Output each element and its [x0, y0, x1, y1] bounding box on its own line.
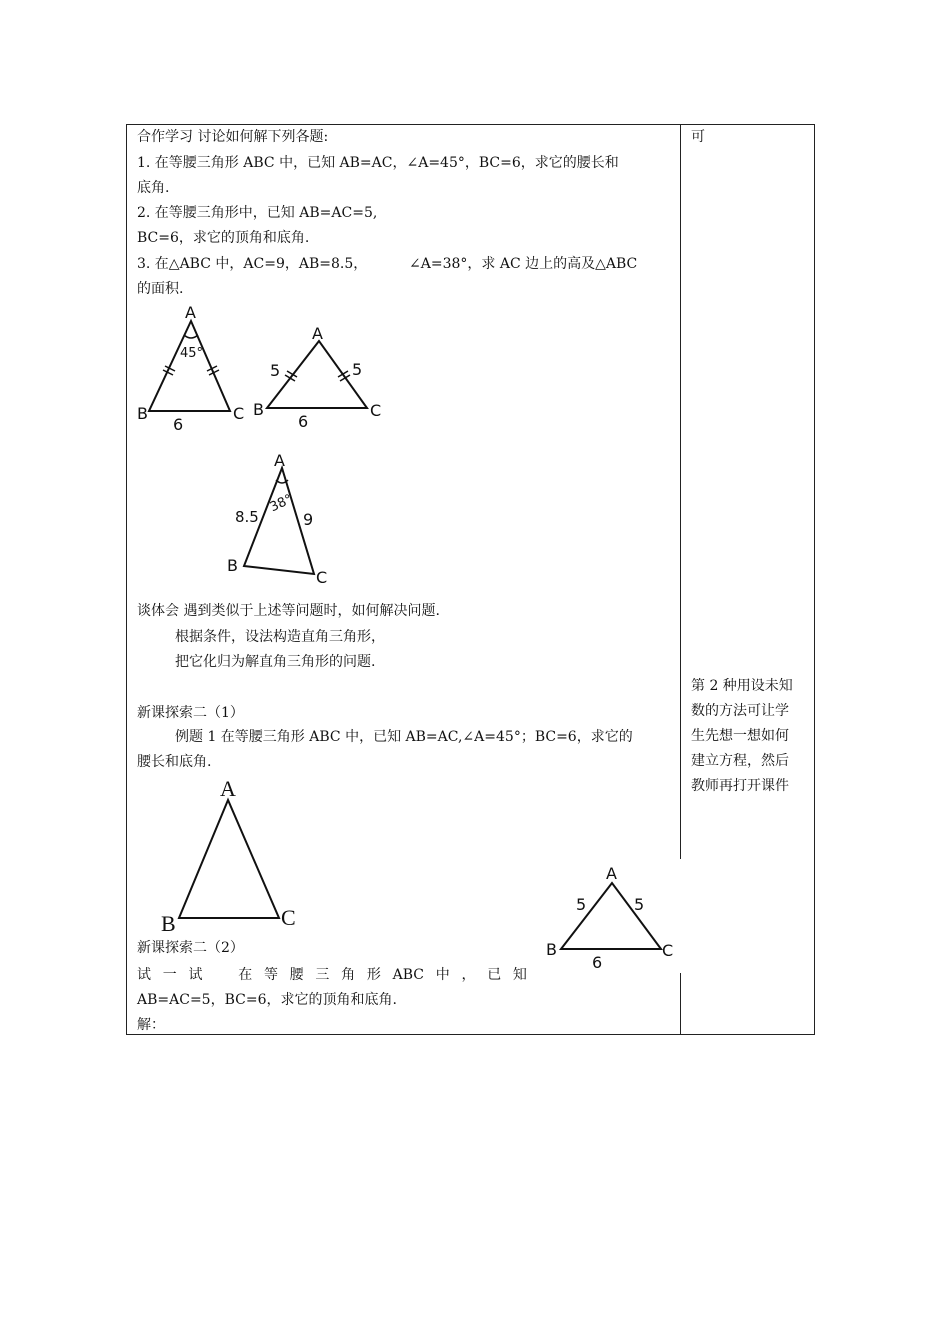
- reflection-line-1: 谈体会 遇到类似于上述等问题时，如何解决问题.: [137, 603, 440, 619]
- figure-2-label-c: C: [370, 401, 382, 420]
- side-note-line-3: 生先想一想如何: [691, 728, 789, 744]
- side-note-line-5: 教师再打开课件: [691, 778, 789, 794]
- figure-1-label-b: B: [137, 404, 148, 423]
- reflection-line-2: 根据条件，设法构造直角三角形，: [175, 629, 385, 645]
- question-1-line-1: 1. 在等腰三角形 ABC 中，已知 AB=AC，∠A=45°，BC=6，求它的腰长和: [137, 155, 619, 171]
- explore-2-line-1: 试 一 试 在 等 腰 三 角 形 ABC 中 ， 已 知: [137, 967, 527, 983]
- figure-2-label-b: B: [253, 400, 264, 419]
- question-1-line-2: 底角.: [137, 180, 170, 196]
- figure-5-base: 6: [592, 953, 603, 972]
- side-note-line-2: 数的方法可让学: [691, 703, 789, 719]
- question-2-line-1: 2. 在等腰三角形中，已知 AB=AC=5,: [137, 205, 378, 221]
- figure-3-triangle: [227, 451, 327, 587]
- figure-3-label-a: A: [274, 451, 285, 470]
- figure-2-right-side: 5: [352, 360, 363, 379]
- explore-2-line-2: AB=AC=5，BC=6，求它的顶角和底角.: [137, 992, 397, 1008]
- figure-2-left-side: 5: [270, 361, 281, 380]
- explore-1-title: 新课探索二（1）: [137, 705, 244, 721]
- figure-1-label-a: A: [185, 303, 196, 322]
- explore-2-title: 新课探索二（2）: [137, 940, 244, 956]
- figure-1-label-c: C: [233, 404, 245, 423]
- column-divider-bottom: [680, 973, 681, 1035]
- side-note-line-4: 建立方程，然后: [691, 753, 789, 769]
- figure-5-label-c: C: [662, 941, 674, 960]
- figure-4-label-a: A: [220, 776, 236, 801]
- figure-4-label-c: C: [281, 905, 296, 930]
- column-divider-top: [680, 125, 681, 859]
- figure-2-label-a: A: [312, 324, 323, 343]
- figure-5-label-a: A: [606, 864, 617, 883]
- question-3-line-2: 的面积.: [137, 281, 184, 297]
- question-3-line-1b: ∠A=38°，求 AC 边上的高及△ABC: [409, 256, 638, 272]
- question-3-line-1a: 3. 在△ABC 中，AC=9，AB=8.5，: [137, 256, 368, 272]
- figures-layer: [127, 125, 680, 1035]
- reflection-line-3: 把它化归为解直角三角形的问题.: [175, 654, 376, 670]
- figure-3-label-b: B: [227, 556, 238, 575]
- explore-1-line-2: 腰长和底角.: [137, 754, 212, 770]
- figure-2-triangle: [253, 324, 381, 431]
- figure-1-base: 6: [173, 415, 184, 434]
- figure-1-triangle: [137, 303, 244, 434]
- figure-5-left-side: 5: [576, 895, 587, 914]
- side-note-line-1: 第 2 种用设未知: [691, 678, 793, 694]
- lesson-table: [126, 124, 815, 1035]
- figure-2-base: 6: [298, 412, 309, 431]
- explore-2-answer: 解：: [137, 1017, 165, 1033]
- question-2-line-2: BC=6，求它的顶角和底角.: [137, 230, 310, 246]
- figure-3-side-ac: 9: [303, 510, 314, 529]
- figure-3-angle: 38°: [267, 491, 295, 516]
- cooperative-title: 合作学习 讨论如何解下列各题:: [137, 129, 329, 145]
- figure-5-label-b: B: [546, 940, 557, 959]
- figure-4-label-b: B: [161, 911, 176, 936]
- figure-5-right-side: 5: [634, 895, 645, 914]
- figure-3-side-ab: 8.5: [235, 508, 259, 526]
- side-note-top: 可: [691, 129, 705, 145]
- figure-3-label-c: C: [316, 568, 328, 587]
- figure-4-triangle: [161, 776, 296, 936]
- figure-1-angle: 45°: [180, 346, 204, 361]
- figure-5-triangle: [546, 864, 673, 972]
- explore-1-line-1: 例题 1 在等腰三角形 ABC 中，已知 AB=AC,∠A=45°；BC=6，求它的: [175, 729, 633, 745]
